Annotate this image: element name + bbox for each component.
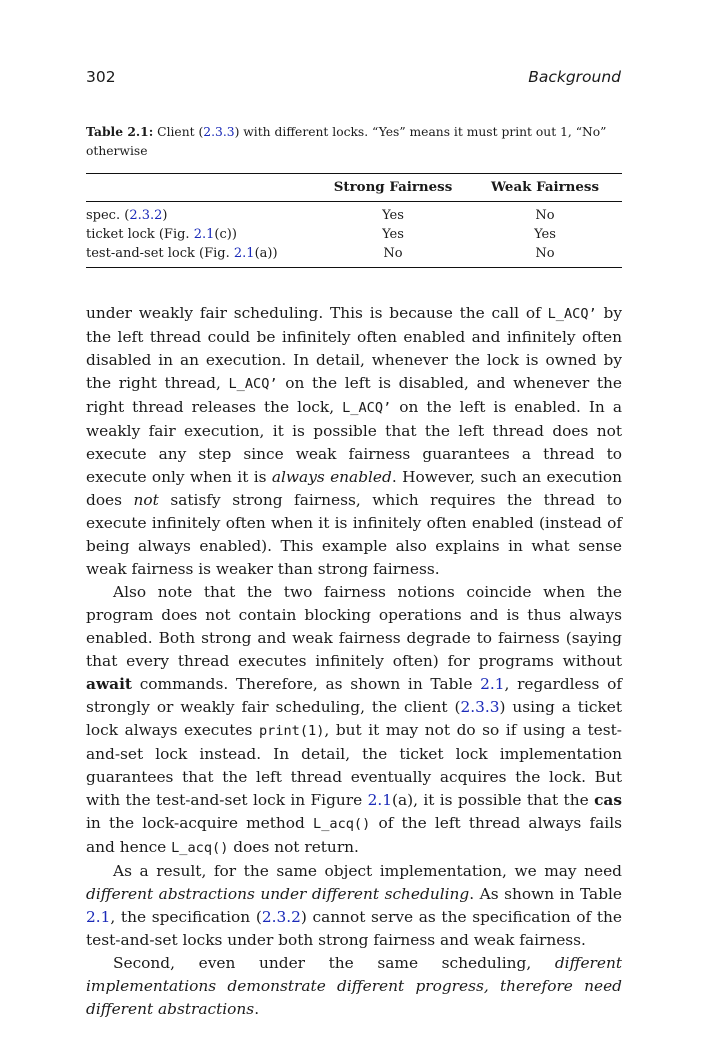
- locks-table: [86, 173, 622, 268]
- paragraph-3: [86, 860, 622, 952]
- text-run: under weakly fair scheduling. This is because the call of: [86, 304, 548, 322]
- page-number: 302: [86, 68, 116, 86]
- row-label: [86, 202, 318, 226]
- caption-text: Client (: [153, 125, 204, 139]
- header-empty: [86, 174, 318, 202]
- table-ref-link[interactable]: 2.1: [86, 908, 111, 926]
- text-run: , regardless of strongly or weakly fair scheduling, the client (: [86, 675, 622, 716]
- body-text: [86, 302, 622, 1021]
- text-run: , but it may not do so if using a test-and-set lock instead. In detail, the ticket lock implementation guarantees that the left thread eventually acquires the lock. But with the test-and-set lock in Figure: [86, 721, 622, 809]
- row-label-text: spec. (: [86, 208, 130, 223]
- row-label: [86, 244, 318, 268]
- text-run: on the left is enabled. In a weakly fair execution, it is possible that the left thread does not execute any step since weak fairness guarantees a thread to execute only when it is: [86, 398, 622, 486]
- figure-ref-link[interactable]: 2.1: [233, 246, 255, 261]
- row-label-text: (a)): [254, 246, 278, 261]
- text-run: ) cannot serve as the specification of the test-and-set locks under both strong fairness and weak fairness.: [86, 908, 623, 949]
- keyword-text: await: [86, 675, 133, 693]
- caption-label: Table 2.1:: [86, 124, 154, 139]
- header-strong-fairness: Strong Fairness: [333, 179, 453, 195]
- strong-fairness-cell: Yes: [382, 227, 404, 242]
- strong-fairness-cell: Yes: [382, 208, 404, 223]
- code-text: L_acq(): [313, 816, 371, 832]
- row-label: [86, 225, 318, 244]
- text-run: . As shown in Table: [469, 885, 622, 903]
- caption-text: ) with different locks. “Yes” means it must print out 1, “No” otherwise: [86, 125, 607, 158]
- section-ref-link[interactable]: 2.3.3: [460, 698, 500, 716]
- text-run: in the lock-acquire method: [86, 814, 314, 832]
- text-run: . However, such an execution does: [86, 468, 623, 509]
- text-run: commands. Therefore, as shown in Table: [132, 675, 481, 693]
- weak-fairness-cell: No: [535, 246, 555, 261]
- text-run: of the left thread always fails and hence: [86, 814, 622, 856]
- table-row: [86, 225, 622, 244]
- row-label-text: test-and-set lock (Fig.: [86, 246, 234, 261]
- row-label-text: (c)): [214, 227, 237, 242]
- section-ref-link[interactable]: 2.3.2: [129, 208, 163, 223]
- strong-fairness-cell: No: [383, 246, 403, 261]
- emphasis-text: different abstractions under different scheduling: [86, 885, 470, 903]
- table-row: [86, 202, 622, 226]
- text-run: by the left thread could be infinitely often enabled and infinitely often disabled in an execution. In detail, whenever the lock is owned by the right thread,: [86, 304, 622, 392]
- figure-ref-link[interactable]: 2.1: [367, 791, 392, 809]
- table-caption: [86, 122, 622, 161]
- text-run: satisfy strong fairness, which requires the thread to execute infinitely often when it is infinitely often enabled (instead of being always enabled). This example also explains in what sense weak fairness is weaker than strong fairness.: [86, 491, 622, 578]
- section-ref-link[interactable]: 2.3.2: [261, 908, 301, 926]
- section-ref-link[interactable]: 2.3.3: [203, 125, 235, 139]
- text-run: (a), it is possible that the: [391, 791, 595, 809]
- text-run: As a result, for the same object implementation, we may need: [113, 862, 622, 880]
- emphasis-text: different implementations demonstrate different progress, therefore need different abstractions: [86, 954, 622, 1018]
- table-ref-link[interactable]: 2.1: [480, 675, 505, 693]
- text-run: does not return.: [228, 838, 359, 856]
- text-run: , the specification (: [110, 908, 262, 926]
- code-text: print(1): [258, 723, 325, 739]
- weak-fairness-cell: Yes: [534, 227, 556, 242]
- paragraph-4: [86, 952, 622, 1021]
- emphasis-text: always enabled: [271, 468, 392, 486]
- code-text: L_ACQ’: [228, 376, 278, 392]
- text-run: ) using a ticket lock always executes: [86, 698, 622, 739]
- emphasis-text: not: [133, 491, 159, 509]
- paragraph-2: [86, 581, 622, 860]
- table-header-row: [86, 174, 622, 202]
- table-row: [86, 244, 622, 268]
- text-run: .: [254, 1000, 260, 1018]
- keyword-text: cas: [594, 791, 622, 809]
- row-label-text: ): [162, 208, 168, 223]
- running-title: Background: [528, 68, 621, 86]
- code-text: L_ACQ’: [342, 400, 392, 416]
- weak-fairness-cell: No: [535, 208, 555, 223]
- code-text: L_ACQ’: [547, 306, 597, 322]
- code-text: L_acq(): [171, 840, 229, 856]
- paragraph-1: [86, 302, 622, 581]
- row-label-text: ticket lock (Fig.: [86, 227, 194, 242]
- figure-ref-link[interactable]: 2.1: [193, 227, 215, 242]
- text-run: on the left is disabled, and whenever the right thread releases the lock,: [86, 374, 622, 416]
- text-run: Second, even under the same scheduling,: [113, 954, 555, 972]
- text-run: Also note that the two fairness notions coincide when the program does not contain blocking operations and is thus always enabled. Both strong and weak fairness degrade to fairness (saying that every thread executes infinitely often) for programs without: [86, 583, 622, 670]
- header-weak-fairness: Weak Fairness: [490, 179, 599, 195]
